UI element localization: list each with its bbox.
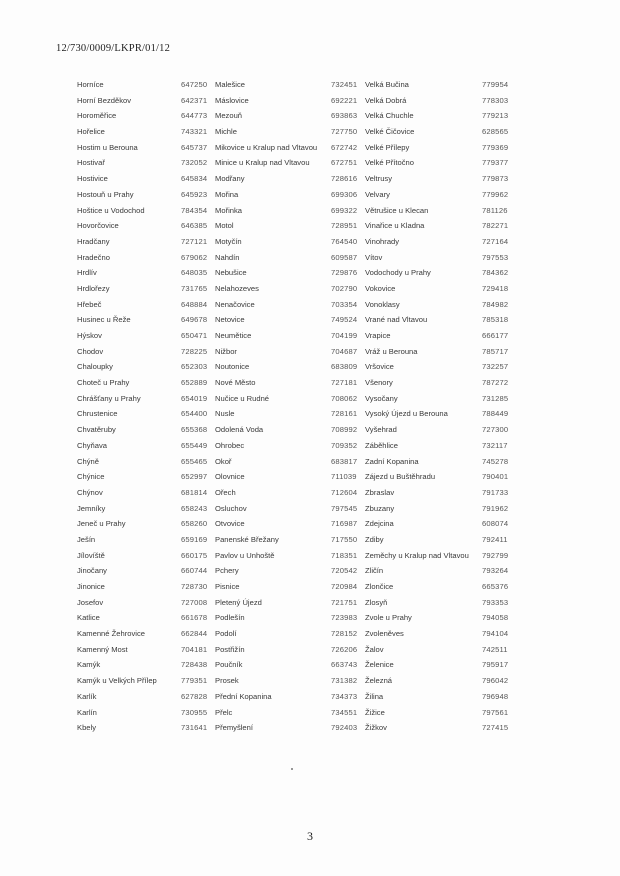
municipality-name: Hřebeč: [77, 299, 102, 309]
municipality-code: 652889: [181, 378, 208, 388]
municipality-name: Okoř: [215, 456, 232, 466]
table-row: [77, 328, 522, 344]
municipality-code: 692221: [331, 95, 358, 105]
municipality-code: 609587: [331, 252, 358, 262]
municipality-name: Podolí: [215, 629, 237, 639]
municipality-code: 720984: [331, 582, 358, 591]
municipality-code: 679062: [181, 252, 208, 262]
municipality-code: 645834: [181, 174, 208, 184]
municipality-name: Jemníky: [77, 503, 106, 513]
table-row: [77, 689, 522, 705]
municipality-name: Minice u Kralup nad Vltavou: [215, 158, 310, 168]
municipality-code: 779369: [482, 142, 509, 152]
municipality-code: 627828: [181, 691, 208, 701]
municipality-name: Vysoký Újezd u Berouna: [365, 409, 448, 419]
municipality-code: 702790: [331, 283, 358, 293]
table-row: [77, 359, 522, 375]
municipality-code: 797545: [331, 503, 358, 513]
municipality-name: Žižice: [365, 707, 385, 717]
municipality-name: Karlík: [77, 691, 97, 701]
municipality-code: 726206: [331, 644, 358, 654]
municipality-name: Zvole u Prahy: [365, 613, 412, 623]
municipality-code: 727008: [181, 597, 208, 607]
municipality-name: Velká Chuchle: [365, 111, 414, 121]
municipality-code: 681814: [181, 487, 208, 497]
municipality-code: 728161: [331, 409, 358, 419]
municipality-name: Katlice: [77, 613, 100, 623]
table-row: [77, 642, 522, 658]
municipality-code: 645923: [181, 189, 208, 199]
municipality-code: 785717: [482, 346, 509, 356]
page-number: 3: [307, 829, 313, 843]
municipality-name: Choteč u Prahy: [77, 378, 130, 388]
municipality-name: Mikovice u Kralup nad Vltavou: [215, 142, 318, 152]
municipality-name: Hradečno: [77, 252, 110, 262]
municipality-name: Zvoleněves: [365, 629, 404, 639]
municipality-code: 794104: [482, 629, 509, 639]
municipality-code: 665376: [482, 582, 509, 591]
municipality-name: Zličín: [365, 566, 384, 576]
municipality-name: Vrapice: [365, 331, 391, 340]
municipality-code: 654019: [181, 393, 208, 403]
municipality-code: 650471: [181, 331, 208, 340]
municipality-name: Mořina: [215, 189, 239, 199]
municipality-code: 645737: [181, 142, 208, 152]
municipality-name: Kbely: [77, 723, 96, 733]
municipality-code: 655368: [181, 425, 208, 435]
municipality-name: Chaloupky: [77, 362, 113, 372]
municipality-code: 655465: [181, 456, 208, 466]
municipality-name: Ořech: [215, 487, 236, 497]
municipality-name: Žilina: [365, 691, 384, 701]
municipality-code: 779962: [482, 189, 509, 199]
municipality-name: Vodochody u Prahy: [365, 268, 431, 278]
municipality-code: 703354: [331, 299, 358, 309]
municipality-code: 727181: [331, 378, 358, 388]
municipality-name: Hostivař: [77, 158, 105, 168]
municipality-name: Zlončice: [365, 582, 394, 591]
municipality-code: 728152: [331, 629, 358, 639]
municipality-name: Vrané nad Vltavou: [365, 315, 428, 325]
municipality-code: 642371: [181, 95, 208, 105]
municipality-name: Kamenný Most: [77, 644, 128, 654]
municipality-name: Motyčín: [215, 236, 242, 246]
municipality-name: Záběhlice: [365, 440, 398, 450]
municipality-name: Přelc: [215, 707, 233, 717]
municipality-name: Zeměchy u Kralup nad Vltavou: [365, 550, 469, 560]
municipality-code: 723983: [331, 613, 358, 623]
table-row: [77, 250, 522, 266]
municipality-name: Chrášťany u Prahy: [77, 393, 141, 403]
municipality-code: 793353: [482, 597, 509, 607]
table-row: [77, 673, 522, 689]
municipality-code: 704181: [181, 644, 208, 654]
municipality-code: 708062: [331, 393, 358, 403]
municipality-name: Přední Kopanina: [215, 691, 272, 701]
table-row: [77, 469, 522, 485]
municipality-code: 731382: [331, 676, 358, 686]
municipality-code: 792411: [482, 534, 508, 544]
table-row: [77, 532, 522, 548]
municipality-code: 663743: [331, 660, 358, 670]
table-row: [77, 218, 522, 234]
municipality-name: Chyňava: [77, 440, 107, 450]
table-row: [77, 720, 522, 736]
municipality-name: Zdiby: [365, 534, 384, 544]
municipality-code: 790401: [482, 472, 509, 482]
municipality-code: 787272: [482, 378, 509, 388]
municipality-code: 728730: [181, 582, 208, 591]
municipality-name: Malešice: [215, 80, 245, 89]
municipality-code: 779213: [482, 111, 509, 121]
table-row: [77, 626, 522, 642]
municipality-name: Vítov: [365, 252, 383, 262]
cadastral-table: [77, 77, 522, 736]
municipality-name: Veltrusy: [365, 174, 393, 184]
table-row: [77, 281, 522, 297]
municipality-code: 730955: [181, 707, 208, 717]
municipality-code: 784354: [181, 205, 208, 215]
municipality-name: Ohrobec: [215, 440, 245, 450]
municipality-name: Velvary: [365, 189, 390, 199]
municipality-code: 784362: [482, 268, 509, 278]
municipality-name: Chýně: [77, 456, 99, 466]
municipality-code: 791962: [482, 503, 509, 513]
municipality-code: 608074: [482, 519, 509, 529]
municipality-code: 711039: [331, 472, 357, 482]
municipality-name: Vinařice u Kladna: [365, 221, 425, 231]
municipality-name: Mořinka: [215, 205, 243, 215]
municipality-name: Zbuzany: [365, 503, 395, 513]
table-row: [77, 234, 522, 250]
municipality-code: 797561: [482, 707, 509, 717]
municipality-code: 666177: [482, 331, 509, 340]
municipality-name: Hrdlív: [77, 268, 97, 278]
municipality-code: 727164: [482, 236, 509, 246]
table-row: [77, 344, 522, 360]
municipality-code: 662844: [181, 629, 208, 639]
municipality-code: 732052: [181, 158, 208, 168]
municipality-name: Máslovice: [215, 95, 249, 105]
municipality-code: 727750: [331, 127, 358, 137]
table-row: [77, 375, 522, 391]
municipality-code: 749524: [331, 315, 358, 325]
municipality-code: 727415: [482, 723, 509, 733]
municipality-name: Vráž u Berouna: [365, 346, 418, 356]
municipality-code: 658260: [181, 519, 208, 529]
municipality-code: 764540: [331, 236, 358, 246]
municipality-name: Želenice: [365, 660, 394, 670]
municipality-name: Chrustenice: [77, 409, 118, 419]
municipality-code: 732117: [482, 440, 508, 450]
municipality-name: Hostivice: [77, 174, 108, 184]
municipality-code: 628565: [482, 127, 509, 137]
municipality-name: Mezouň: [215, 111, 243, 121]
table-row: [77, 297, 522, 313]
municipality-name: Husinec u Řeže: [77, 315, 131, 325]
municipality-code: 654400: [181, 409, 208, 419]
table-row: [77, 501, 522, 517]
table-row: [77, 610, 522, 626]
municipality-name: Kamýk: [77, 660, 101, 670]
municipality-name: Kamýk u Velkých Přílep: [77, 676, 157, 686]
municipality-name: Nelahozeves: [215, 283, 259, 293]
municipality-name: Prosek: [215, 676, 239, 686]
municipality-code: 778303: [482, 95, 509, 105]
table-row: [77, 485, 522, 501]
municipality-code: 729418: [482, 283, 509, 293]
municipality-name: Noutonice: [215, 362, 250, 372]
municipality-code: 712604: [331, 487, 358, 497]
municipality-code: 792403: [331, 723, 358, 733]
municipality-code: 732451: [331, 80, 358, 89]
table-row: [77, 155, 522, 171]
municipality-name: Panenské Břežany: [215, 534, 279, 544]
document-reference: 12/730/0009/LKPR/01/12: [56, 43, 171, 54]
table-row: [77, 454, 522, 470]
municipality-code: 788449: [482, 409, 509, 419]
municipality-name: Chodov: [77, 346, 104, 356]
municipality-name: Nové Město: [215, 378, 256, 388]
table-row: [77, 203, 522, 219]
table-row: [77, 77, 522, 93]
municipality-name: Vokovice: [365, 283, 396, 293]
municipality-name: Větrušice u Klecan: [365, 205, 429, 215]
municipality-name: Pletený Újezd: [215, 597, 262, 607]
municipality-code: 704199: [331, 331, 358, 340]
table-row: [77, 406, 522, 422]
municipality-code: 793264: [482, 566, 509, 576]
municipality-name: Velká Dobrá: [365, 95, 407, 105]
table-row: [77, 563, 522, 579]
municipality-name: Josefov: [77, 597, 104, 607]
municipality-code: 716987: [331, 519, 358, 529]
municipality-code: 683817: [331, 456, 358, 466]
municipality-name: Modřany: [215, 174, 245, 184]
municipality-name: Vinohrady: [365, 236, 400, 246]
table-row: [77, 705, 522, 721]
municipality-code: 728951: [331, 221, 358, 231]
municipality-name: Velká Bučina: [365, 80, 409, 89]
municipality-name: Jílovíště: [77, 550, 105, 560]
municipality-code: 745278: [482, 456, 509, 466]
municipality-name: Pavlov u Unhoště: [215, 550, 275, 560]
table-row: [77, 93, 522, 109]
municipality-code: 660744: [181, 566, 208, 576]
municipality-name: Vršovice: [365, 362, 394, 372]
municipality-name: Zájezd u Buštěhradu: [365, 472, 436, 482]
municipality-name: Nahdín: [215, 252, 240, 262]
municipality-code: 658243: [181, 503, 208, 513]
municipality-code: 732257: [482, 362, 509, 372]
municipality-code: 720542: [331, 566, 358, 576]
table-row: [77, 595, 522, 611]
municipality-code: 779377: [482, 158, 509, 168]
municipality-code: 648884: [181, 299, 208, 309]
municipality-name: Žižkov: [365, 723, 387, 733]
municipality-code: 727300: [482, 425, 509, 435]
table-row: [77, 657, 522, 673]
table-row: [77, 140, 522, 156]
municipality-code: 729876: [331, 268, 358, 278]
municipality-code: 743321: [181, 127, 208, 137]
table-row: [77, 187, 522, 203]
municipality-name: Chvatěruby: [77, 425, 116, 435]
municipality-code: 785318: [482, 315, 509, 325]
municipality-code: 683809: [331, 362, 358, 372]
municipality-code: 791733: [482, 487, 509, 497]
municipality-code: 795917: [482, 660, 509, 670]
municipality-name: Horoměřice: [77, 111, 117, 121]
municipality-code: 646385: [181, 221, 208, 231]
municipality-code: 779873: [482, 174, 509, 184]
municipality-name: Netovice: [215, 315, 245, 325]
municipality-name: Všenory: [365, 378, 393, 388]
table-row: [77, 265, 522, 281]
municipality-name: Horní Bezděkov: [77, 95, 132, 105]
municipality-name: Žalov: [365, 644, 384, 654]
table-row: [77, 516, 522, 532]
municipality-name: Motol: [215, 221, 234, 231]
municipality-code: 794058: [482, 613, 509, 623]
table-row: [77, 422, 522, 438]
table-row: [77, 124, 522, 140]
municipality-name: Hrdlořezy: [77, 283, 110, 293]
municipality-code: 717550: [331, 534, 358, 544]
municipality-name: Vonoklasy: [365, 299, 400, 309]
municipality-code: 781126: [482, 205, 508, 215]
table-row: [77, 171, 522, 187]
municipality-name: Postřižín: [215, 644, 245, 654]
municipality-code: 693863: [331, 111, 358, 121]
municipality-code: 796042: [482, 676, 509, 686]
municipality-code: 704687: [331, 346, 358, 356]
municipality-name: Velké Přílepy: [365, 142, 410, 152]
municipality-name: Kamenné Žehrovice: [77, 629, 145, 639]
municipality-name: Pchery: [215, 566, 239, 576]
municipality-name: Hostouň u Prahy: [77, 189, 134, 199]
municipality-name: Zdejcina: [365, 519, 394, 529]
municipality-code: 797553: [482, 252, 509, 262]
municipality-name: Odolená Voda: [215, 425, 264, 435]
municipality-code: 655449: [181, 440, 208, 450]
municipality-name: Jeneč u Prahy: [77, 519, 126, 529]
municipality-name: Hoštice u Vodochod: [77, 205, 145, 215]
municipality-name: Vysočany: [365, 393, 398, 403]
municipality-code: 708992: [331, 425, 358, 435]
municipality-name: Chýnov: [77, 487, 103, 497]
municipality-code: 728225: [181, 346, 208, 356]
municipality-code: 661678: [181, 613, 208, 623]
municipality-name: Neumětice: [215, 331, 252, 340]
municipality-name: Pisnice: [215, 582, 240, 591]
municipality-name: Nižbor: [215, 346, 237, 356]
municipality-name: Horníce: [77, 80, 104, 89]
municipality-code: 709352: [331, 440, 358, 450]
municipality-name: Přemyšlení: [215, 723, 253, 733]
municipality-name: Hýskov: [77, 331, 102, 340]
municipality-code: 699306: [331, 189, 358, 199]
municipality-code: 734551: [331, 707, 358, 717]
municipality-name: Michle: [215, 127, 237, 137]
municipality-code: 731285: [482, 393, 509, 403]
municipality-code: 728616: [331, 174, 358, 184]
municipality-code: 652303: [181, 362, 208, 372]
table-row: [77, 391, 522, 407]
municipality-code: 731641: [181, 723, 208, 733]
municipality-name: Poučník: [215, 660, 243, 670]
municipality-code: 660175: [181, 550, 208, 560]
municipality-code: 792799: [482, 550, 509, 560]
municipality-code: 647250: [181, 80, 208, 89]
municipality-name: Ješín: [77, 534, 96, 544]
table-row: [77, 548, 522, 564]
municipality-name: Nučice u Rudné: [215, 393, 270, 403]
municipality-name: Vyšehrad: [365, 425, 397, 435]
municipality-code: 644773: [181, 111, 208, 121]
municipality-code: 742511: [482, 644, 508, 654]
municipality-name: Nenačovice: [215, 299, 255, 309]
municipality-code: 782271: [482, 221, 509, 231]
municipality-name: Velké Čičovice: [365, 127, 415, 137]
municipality-name: Zadní Kopanina: [365, 456, 419, 466]
table-row: [77, 579, 522, 595]
municipality-name: Jinočany: [77, 566, 107, 576]
scan-speck: [291, 768, 293, 770]
municipality-name: Zlosyň: [365, 597, 388, 607]
municipality-name: Chýnice: [77, 472, 105, 482]
table-row: [77, 438, 522, 454]
municipality-name: Karlín: [77, 707, 97, 717]
municipality-code: 672742: [331, 142, 358, 152]
municipality-code: 648035: [181, 268, 208, 278]
municipality-name: Velké Přítočno: [365, 158, 414, 168]
table-row: [77, 108, 522, 124]
municipality-name: Otvovice: [215, 519, 245, 529]
municipality-name: Hořelice: [77, 127, 105, 137]
municipality-code: 699322: [331, 205, 358, 215]
municipality-name: Železná: [365, 676, 393, 686]
municipality-name: Osluchov: [215, 503, 247, 513]
municipality-code: 652997: [181, 472, 208, 482]
municipality-name: Hradčany: [77, 236, 110, 246]
municipality-name: Hostim u Berouna: [77, 142, 138, 152]
municipality-code: 734373: [331, 691, 358, 701]
municipality-code: 649678: [181, 315, 208, 325]
municipality-name: Nusle: [215, 409, 235, 419]
municipality-code: 659169: [181, 534, 208, 544]
municipality-code: 784982: [482, 299, 509, 309]
municipality-code: 779351: [181, 676, 208, 686]
municipality-name: Olovnice: [215, 472, 245, 482]
municipality-name: Jinonice: [77, 582, 105, 591]
municipality-code: 672751: [331, 158, 358, 168]
municipality-code: 721751: [331, 597, 358, 607]
municipality-code: 718351: [331, 550, 358, 560]
municipality-name: Podlešín: [215, 613, 245, 623]
table-row: [77, 312, 522, 328]
municipality-code: 731765: [181, 283, 208, 293]
municipality-name: Nebušice: [215, 268, 247, 278]
municipality-name: Zbraslav: [365, 487, 395, 497]
municipality-name: Hovorčovice: [77, 221, 119, 231]
municipality-code: 779954: [482, 80, 509, 89]
municipality-code: 796948: [482, 691, 509, 701]
municipality-code: 727121: [181, 236, 208, 246]
municipality-code: 728438: [181, 660, 208, 670]
